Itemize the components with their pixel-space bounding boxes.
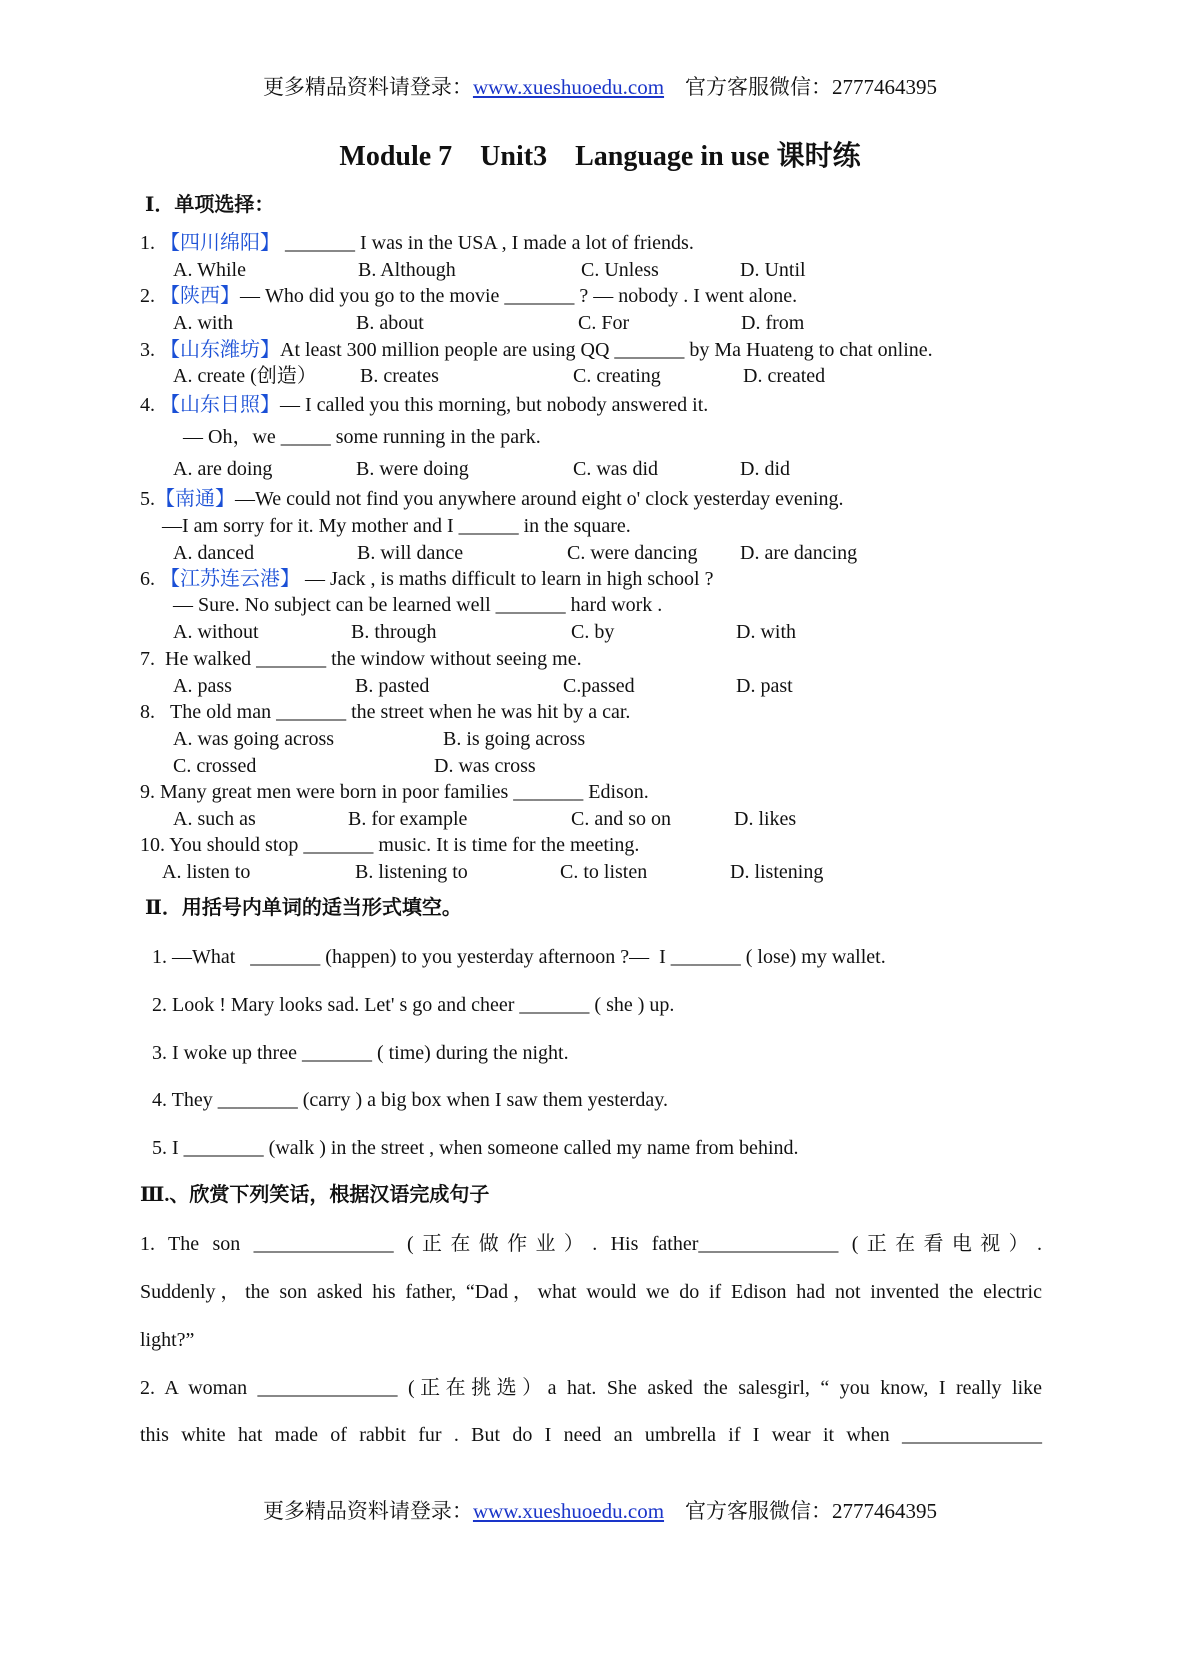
footer-wechat: 官方客服微信：2777464395 [685,1499,938,1523]
header-url-link[interactable]: www.xueshuoedu.com [472,75,665,99]
joke1-line1: 1. The son ______________ (正在做作业）. His father______________ (正在看电视）. [140,1233,1042,1255]
q5-line2: —I am sorry for it. My mother and I ______ in the square. [162,515,631,537]
question-6: 6. 【江苏连云港】 — Jack , is maths difficult to learn in high school ? [140,568,714,590]
q10-option-a: A. listen to [162,861,251,883]
q5-option-a: A. danced [173,542,255,564]
header-wechat: 官方客服微信：2777464395 [685,75,938,99]
q7-option-c: C.passed [563,675,635,697]
q4-option-d: D. did [740,458,790,480]
q1-option-a: A. While [173,259,246,281]
q3-option-b: B. creates [360,365,439,387]
q5-option-c: C. were dancing [567,542,698,564]
fill-item-1: 1. —What _______ (happen) to you yesterday afternoon ?— I _______ ( lose) my wallet. [152,946,886,968]
q9-option-a: A. such as [173,808,256,830]
q4-line2: — Oh，we _____ some running in the park. [183,426,541,448]
question-2: 2. 【陕西】— Who did you go to the movie _______ ? — nobody . I went alone. [140,285,798,307]
q8-option-c: C. crossed [173,755,257,777]
q4-option-c: C. was did [573,458,658,480]
joke1-line3: light?” [140,1329,195,1351]
q10-option-d: D. listening [730,861,824,883]
joke2-line2: this white hat made of rabbit fur . But do I need an umbrella if I wear it when ______________ [140,1424,1042,1446]
q2-option-a: A. with [173,312,233,334]
fill-item-2: 2. Look ! Mary looks sad. Let' s go and cheer _______ ( she ) up. [152,994,675,1016]
source-tag: 【山东日照】 [160,394,280,416]
question-8: 8. The old man _______ the street when he was hit by a car. [140,701,631,723]
section2-heading: Ⅱ．用括号内单词的适当形式填空。 [145,897,462,919]
q3-option-c: C. creating [573,365,661,387]
page-header [0,74,1200,100]
question-4: 4. 【山东日照】— I called you this morning, but nobody answered it. [140,394,709,416]
q7-option-d: D. past [736,675,793,697]
q7-option-b: B. pasted [355,675,430,697]
q4-option-b: B. were doing [356,458,469,480]
q1-option-b: B. Although [358,259,456,281]
fill-item-3: 3. I woke up three _______ ( time) during the night. [152,1042,569,1064]
section3-heading: Ⅲ.、欣赏下列笑话，根据汉语完成句子 [140,1184,490,1206]
q6-option-d: D. with [736,621,796,643]
source-tag: 【山东潍坊】 [160,339,280,361]
source-tag: 【江苏连云港】 [160,568,300,590]
question-10: 10. You should stop _______ music. It is time for the meeting. [140,834,640,856]
q10-option-c: C. to listen [560,861,648,883]
q4-option-a: A. are doing [173,458,273,480]
footer-prefix: 更多精品资料请登录： [262,1499,473,1523]
question-1: 1. 【四川绵阳】 _______ I was in the USA , I made a lot of friends. [140,232,694,254]
header-prefix: 更多精品资料请登录： [262,75,473,99]
q8-option-a: A. was going across [173,728,335,750]
section1-heading: Ⅰ．单项选择： [145,194,275,216]
footer-url-link[interactable]: www.xueshuoedu.com [472,1499,665,1523]
question-5: 5.【南通】—We could not find you anywhere around eight o' clock yesterday evening. [140,488,844,510]
q9-option-b: B. for example [348,808,468,830]
q2-option-b: B. about [356,312,424,334]
page-footer [0,1498,1200,1524]
q1-option-d: D. Until [740,259,806,281]
source-tag: 【南通】 [155,488,235,510]
source-tag: 【陕西】 [160,285,240,307]
q8-option-d: D. was cross [434,755,536,777]
q6-option-c: C. by [571,621,615,643]
q7-option-a: A. pass [173,675,232,697]
q10-option-b: B. listening to [355,861,468,883]
fill-item-5: 5. I ________ (walk ) in the street , when someone called my name from behind. [152,1137,799,1159]
q6-option-b: B. through [351,621,437,643]
q5-option-d: D. are dancing [740,542,858,564]
q8-option-b: B. is going across [443,728,586,750]
q1-option-c: C. Unless [581,259,659,281]
q3-option-d: D. created [743,365,826,387]
question-3: 3. 【山东潍坊】At least 300 million people are using QQ _______ by Ma Huateng to chat online. [140,339,933,361]
q9-option-c: C. and so on [571,808,671,830]
q3-option-a: A. create (创造） [173,365,317,387]
q2-option-c: C. For [578,312,630,334]
q6-line2: — Sure. No subject can be learned well _______ hard work . [173,594,663,616]
q9-option-d: D. likes [734,808,797,830]
question-9: 9. Many great men were born in poor families _______ Edison. [140,781,649,803]
joke2-line1: 2. A woman ______________ (正在挑选）a hat. She asked the salesgirl, “ you know, I really like [140,1377,1042,1399]
q5-option-b: B. will dance [357,542,464,564]
q6-option-a: A. without [173,621,259,643]
q2-option-d: D. from [741,312,805,334]
question-7: 7. He walked _______ the window without seeing me. [140,648,582,670]
joke1-line2: Suddenly，the son asked his father, “Dad，what would we do if Edison had not invented the electric [140,1281,1042,1303]
fill-item-4: 4. They ________ (carry ) a big box when I saw them yesterday. [152,1089,668,1111]
source-tag: 【四川绵阳】 [160,232,280,254]
page-title: Module 7 Unit3 Language in use 课时练 [339,141,861,172]
